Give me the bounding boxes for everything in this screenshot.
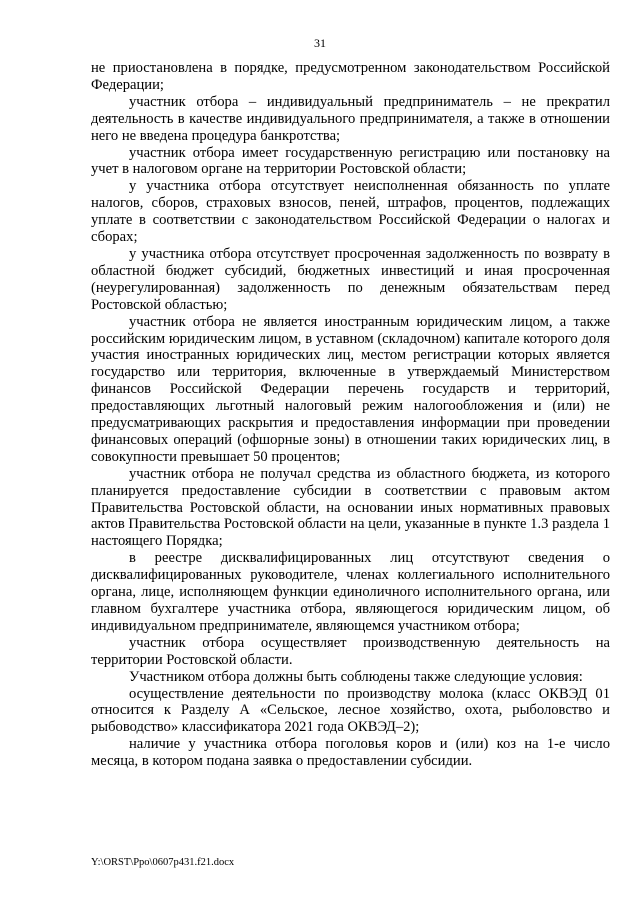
paragraph-9: участник отбора осуществляет производственную деятельность на территории Ростовской области. [91, 634, 610, 668]
paragraph-11: осуществление деятельности по производству молока (класс ОКВЭД 01 относится к Разделу А «Сельское, лесное хозяйство, охота, рыболовство и рыбоводство» классификатора 2021 года ОКВЭД–2); [91, 685, 610, 736]
page-number: 31 [314, 36, 326, 50]
paragraph-5: у участника отбора отсутствует просроченная задолженность по возврату в областной бюджет субсидий, бюджетных инвестиций и иная просроченная (неурегулированная) задолженность по денежным обязательствам перед Ростовской областью; [91, 245, 610, 313]
paragraph-1: не приостановлена в порядке, предусмотренном законодательством Российской Федерации; [91, 60, 610, 93]
paragraph-2: участник отбора – индивидуальный предприниматель – не прекратил деятельность в качестве индивидуального предпринимателя, а также в отношении него не введена процедура банкротства; [91, 93, 610, 144]
paragraph-8: в реестре дисквалифицированных лиц отсутствуют сведения о дисквалифицированных руководителе, членах коллегиального исполнительного органа, лице, исполняющем функции единоличного исполнительного органа, или главном бухгалтере участника отбора, являющегося юридическим лицом, об индивидуальном предпринимателе, являющемся участником отбора; [91, 550, 610, 634]
paragraph-6: участник отбора не является иностранным юридическим лицом, а также российским юридическим лицом, в уставном (складочном) капитале которого доля участия иностранных юридических лиц, местом регистрации которых является государство или территория, включенные в утверждаемый Министерством финансов Российской Федерации перечень государств и территорий, предоставляющих льготный налоговый режим налогообложения и (или) не предусматривающих раскрытия и предоставления информации при проведении финансовых операций (офшорные зоны) в отношении таких юридических лиц, в совокупности превышает 50 процентов; [91, 313, 610, 465]
paragraph-4: у участника отбора отсутствует неисполненная обязанность по уплате налогов, сборов, страховых взносов, пеней, штрафов, процентов, подлежащих уплате в соответствии с законодательством Российской Федерации о налогах и сборах; [91, 178, 610, 246]
paragraph-10: Участником отбора должны быть соблюдены также следующие условия: [129, 668, 583, 685]
file-path-footer: Y:\ORST\Ppo\0607p431.f21.docx [91, 857, 235, 868]
paragraph-7: участник отбора не получал средства из областного бюджета, из которого планируется предоставление субсидии в соответствии с правовым актом Правительства Ростовской области, на основании иных нормативных правовых актов Правительства Ростовской области на цели, указанные в пункте 1.3 раздела 1 настоящего Порядка; [91, 465, 610, 550]
paragraph-12: наличие у участника отбора поголовья коров и (или) коз на 1-е число месяца, в котором подана заявка о предоставлении субсидии. [91, 736, 610, 770]
paragraph-3: участник отбора имеет государственную регистрацию или постановку на учет в налоговом органе на территории Ростовской области; [91, 144, 610, 178]
document-body [91, 60, 610, 770]
